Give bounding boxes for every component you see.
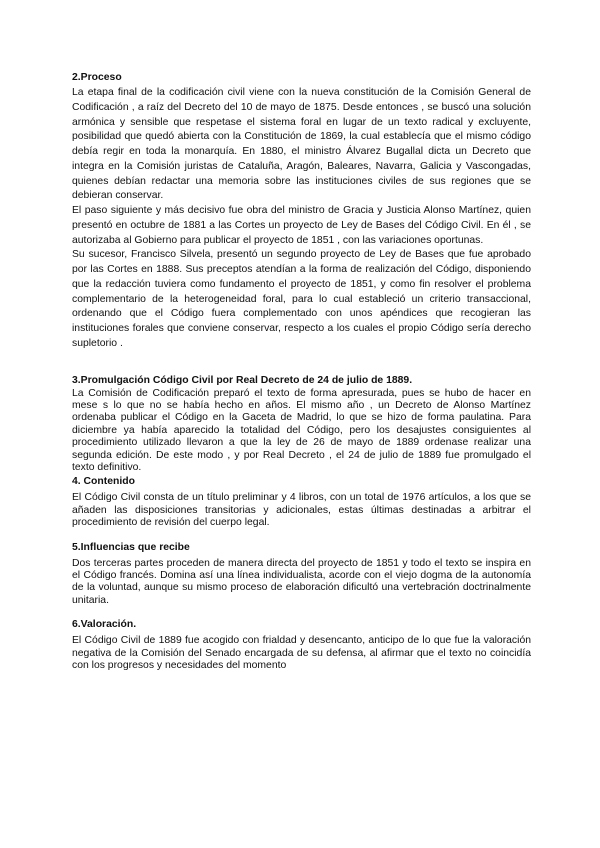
paragraph: Dos terceras partes proceden de manera directa del proyecto de 1851 y todo el texto se inspira en el Código francés. Domina así una línea individualista, acorde con el viejo dogma de la autonomía de la voluntad, aunque su mismo proceso de elaboración dificultó una vertebración doctrinalmente unitaria. — [72, 557, 531, 606]
document-page — [72, 70, 531, 672]
section-heading: 5.Influencias que recibe — [72, 541, 190, 553]
section-heading: 3.Promulgación Código Civil por Real Decreto de 24 de julio de 1889. — [72, 374, 413, 386]
section-proceso — [72, 70, 531, 352]
paragraph: La etapa final de la codificación civil viene con la nueva constitución de la Comisión General de Codificación , a raíz del Decreto del 10 de mayo de 1875. Desde entonces , se buscó una solución armónica y sensible que respetase el sistema foral en lugar de un texto radical y excluyente, posibilidad que quedó abierta con la Constitución de 1869, la cual establecía que el mismo código debía regir en toda la monarquía. En 1880, el ministro Álvarez Bugallal dicta un Decreto que integra en la Comisión juristas de Cataluña, Aragón, Baleares, Navarra, Galicia y Vascongadas, quienes debían redactar una memoria sobre las instituciones civiles de sus regiones que se debieran conservar. — [72, 87, 531, 202]
paragraph: El Código Civil consta de un título preliminar y 4 libros, con un total de 1976 artículos, a los que se añaden las disposiciones transitorias y adicionales, estas últimas destinadas a arbitrar el procedimiento de revisión del cuerpo legal. — [72, 492, 531, 529]
section-heading: 2.Proceso — [72, 72, 122, 83]
section-heading: 4. Contenido — [72, 476, 135, 488]
section-influencias — [72, 540, 531, 608]
section-contenido — [72, 474, 531, 529]
paragraph: La Comisión de Codificación preparó el texto de forma apresurada, pues se hubo de hacer en mese s lo que no se había hecho en años. El mismo año , un Decreto de Alonso Martínez ordenaba publicar el Código en la Gaceta de Madrid, lo que se hizo de forma paulatina. Para diciembre ya había aparecido la totalidad del Código, pero los desajustes consiguientes al procedimiento utilizado llevaron a que la ley de 26 de mayo de 1889 ordenase realizar una segunda edición. De este modo , y por Real Decreto , el 24 de julio de 1889 fue promulgado el texto definitivo. — [72, 387, 531, 473]
paragraph: El Código Civil de 1889 fue acogido con frialdad y desencanto, anticipo de lo que fue la valoración negativa de la Comisión del Senado encargada de su defensa, al afirmar que el texto no coincidía con los progresos y necesidades del momento — [72, 635, 531, 671]
section-heading: 6.Valoración. — [72, 619, 137, 631]
paragraph: Su sucesor, Francisco Silvela, presentó un segundo proyecto de Ley de Bases que fue aprobado por las Cortes en 1888. Sus preceptos atendían a la forma de realización del Código, disponiendo que la redacción tuviera como fundamento el proyecto de 1851, y como fin resolver el problema complementario de la heterogeneidad foral, para lo cual estableció un criterio transaccional, ordenando que el Código fuera complementado con unos apéndices que recogieran las instituciones forales que conviene conservar, respecto a los cuales el propio Código sería derecho supletorio . — [72, 249, 531, 349]
section-valoracion — [72, 617, 531, 672]
section-promulgacion — [72, 373, 531, 475]
paragraph: El paso siguiente y más decisivo fue obra del ministro de Gracia y Justicia Alonso Martínez, quien presentó en octubre de 1881 a las Cortes un proyecto de Ley de Bases del Código Civil. En él , se autorizaba al Gobierno para publicar el proyecto de 1851 , con las variaciones oportunas. — [72, 205, 531, 246]
